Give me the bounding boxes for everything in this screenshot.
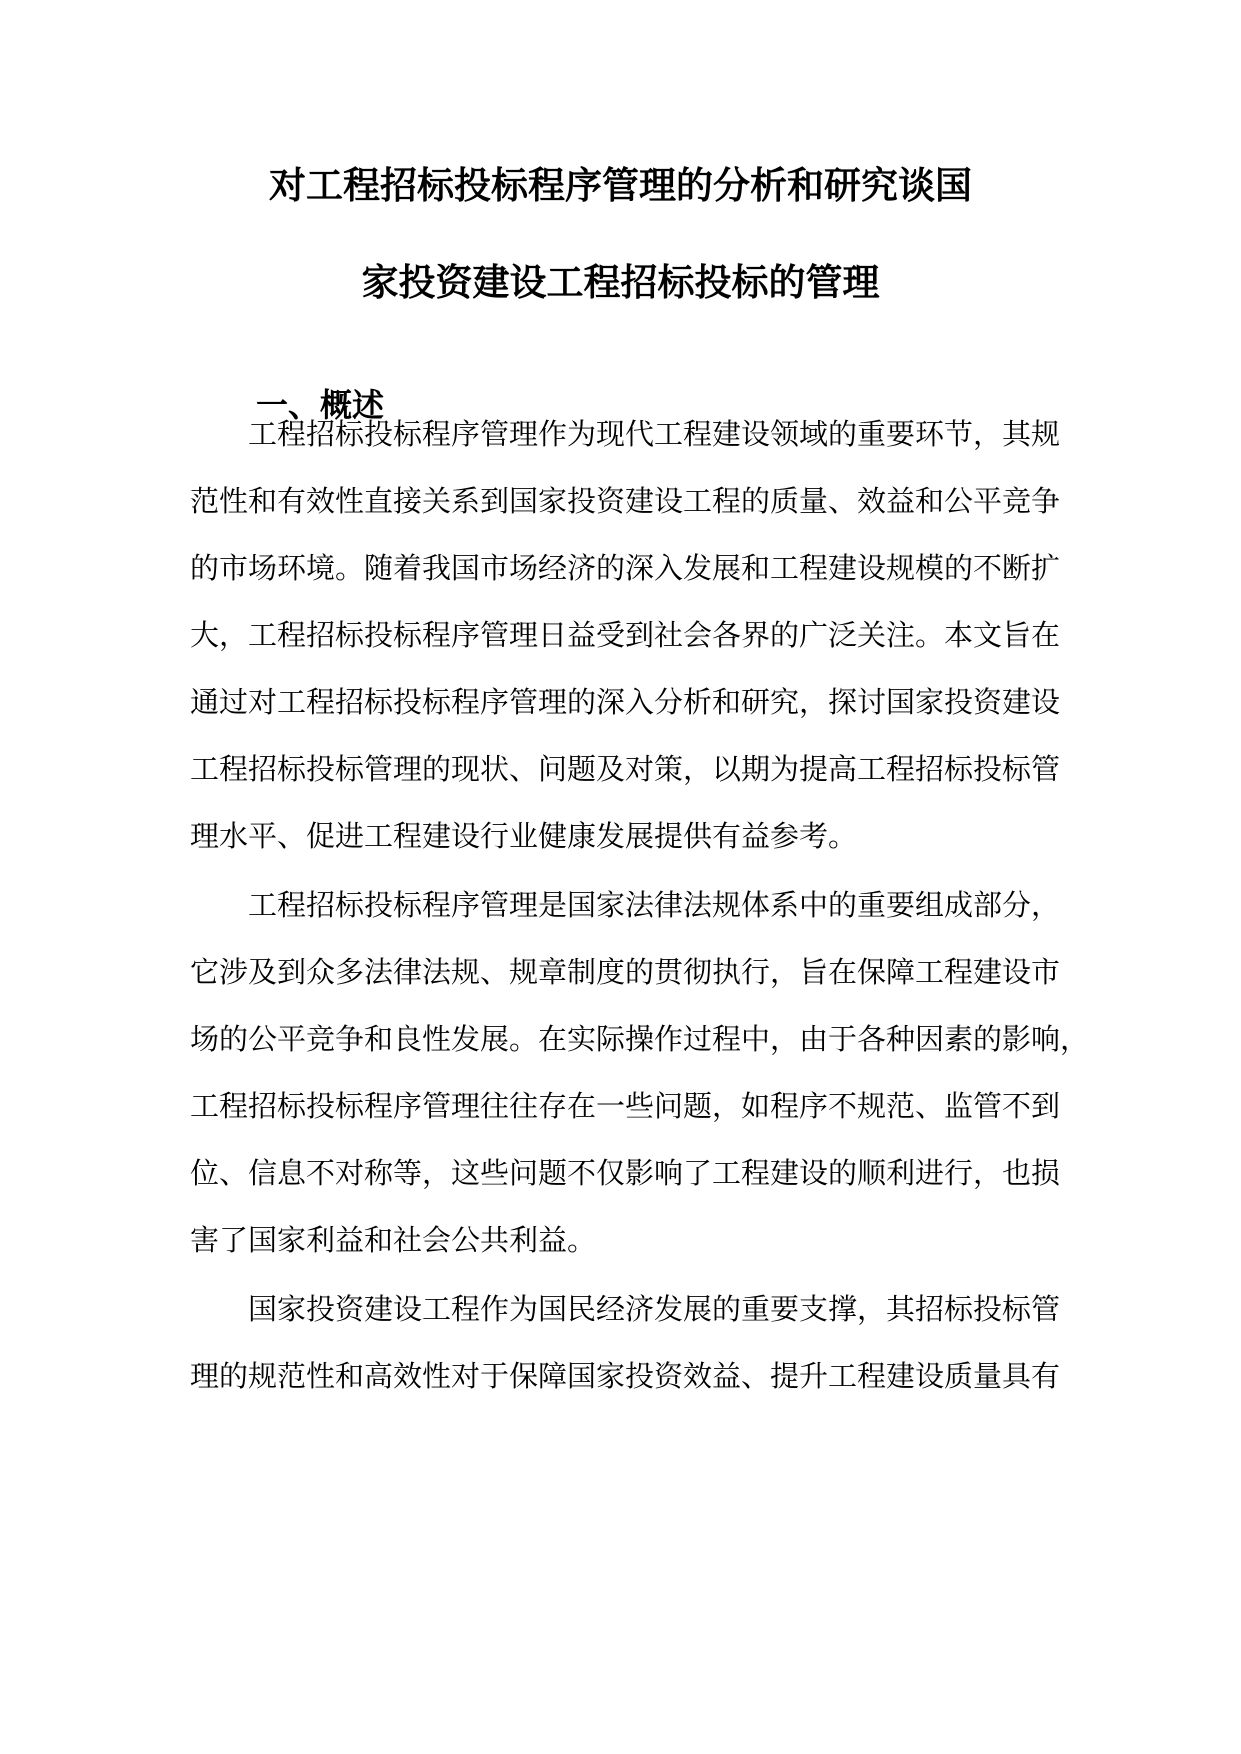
- paragraph-line: 场的公平竞争和良性发展。在实际操作过程中，由于各种因素的影响，: [190, 1022, 1090, 1056]
- paragraph-line: 大，工程招标投标程序管理日益受到社会各界的广泛关注。本文旨在: [190, 618, 1061, 652]
- paragraph-line: 工程招标投标程序管理往往存在一些问题，如程序不规范、监管不到: [190, 1089, 1061, 1123]
- paragraph-line: 工程招标投标程序管理是国家法律法规体系中的重要组成部分，: [248, 888, 1061, 922]
- paragraph-line: 范性和有效性直接关系到国家投资建设工程的质量、效益和公平竞争: [190, 484, 1061, 518]
- paragraph-line: 国家投资建设工程作为国民经济发展的重要支撑，其招标投标管: [248, 1292, 1061, 1326]
- paragraph-line: 它涉及到众多法律法规、规章制度的贯彻执行，旨在保障工程建设市: [190, 955, 1061, 989]
- paragraph-line: 位、信息不对称等，这些问题不仅影响了工程建设的顺利进行，也损: [190, 1156, 1061, 1190]
- paragraph-line: 理的规范性和高效性对于保障国家投资效益、提升工程建设质量具有: [190, 1359, 1061, 1393]
- paragraph-line: 工程招标投标管理的现状、问题及对策，以期为提高工程招标投标管: [190, 752, 1061, 786]
- paragraph-line: 的市场环境。随着我国市场经济的深入发展和工程建设规模的不断扩: [190, 551, 1061, 585]
- paragraph-line: 通过对工程招标投标程序管理的深入分析和研究，探讨国家投资建设: [190, 685, 1061, 719]
- paragraph-line: 害了国家利益和社会公共利益。: [190, 1223, 597, 1257]
- paragraph-line: 理水平、促进工程建设行业健康发展提供有益参考。: [190, 819, 858, 853]
- document-title-line-1: 对工程招标投标程序管理的分析和研究谈国: [269, 163, 972, 207]
- paragraph-line: 工程招标投标程序管理作为现代工程建设领域的重要环节，其规: [248, 417, 1061, 451]
- document-title-line-2: 家投资建设工程招标投标的管理: [361, 260, 880, 304]
- section-heading: 一、概述: [256, 386, 385, 424]
